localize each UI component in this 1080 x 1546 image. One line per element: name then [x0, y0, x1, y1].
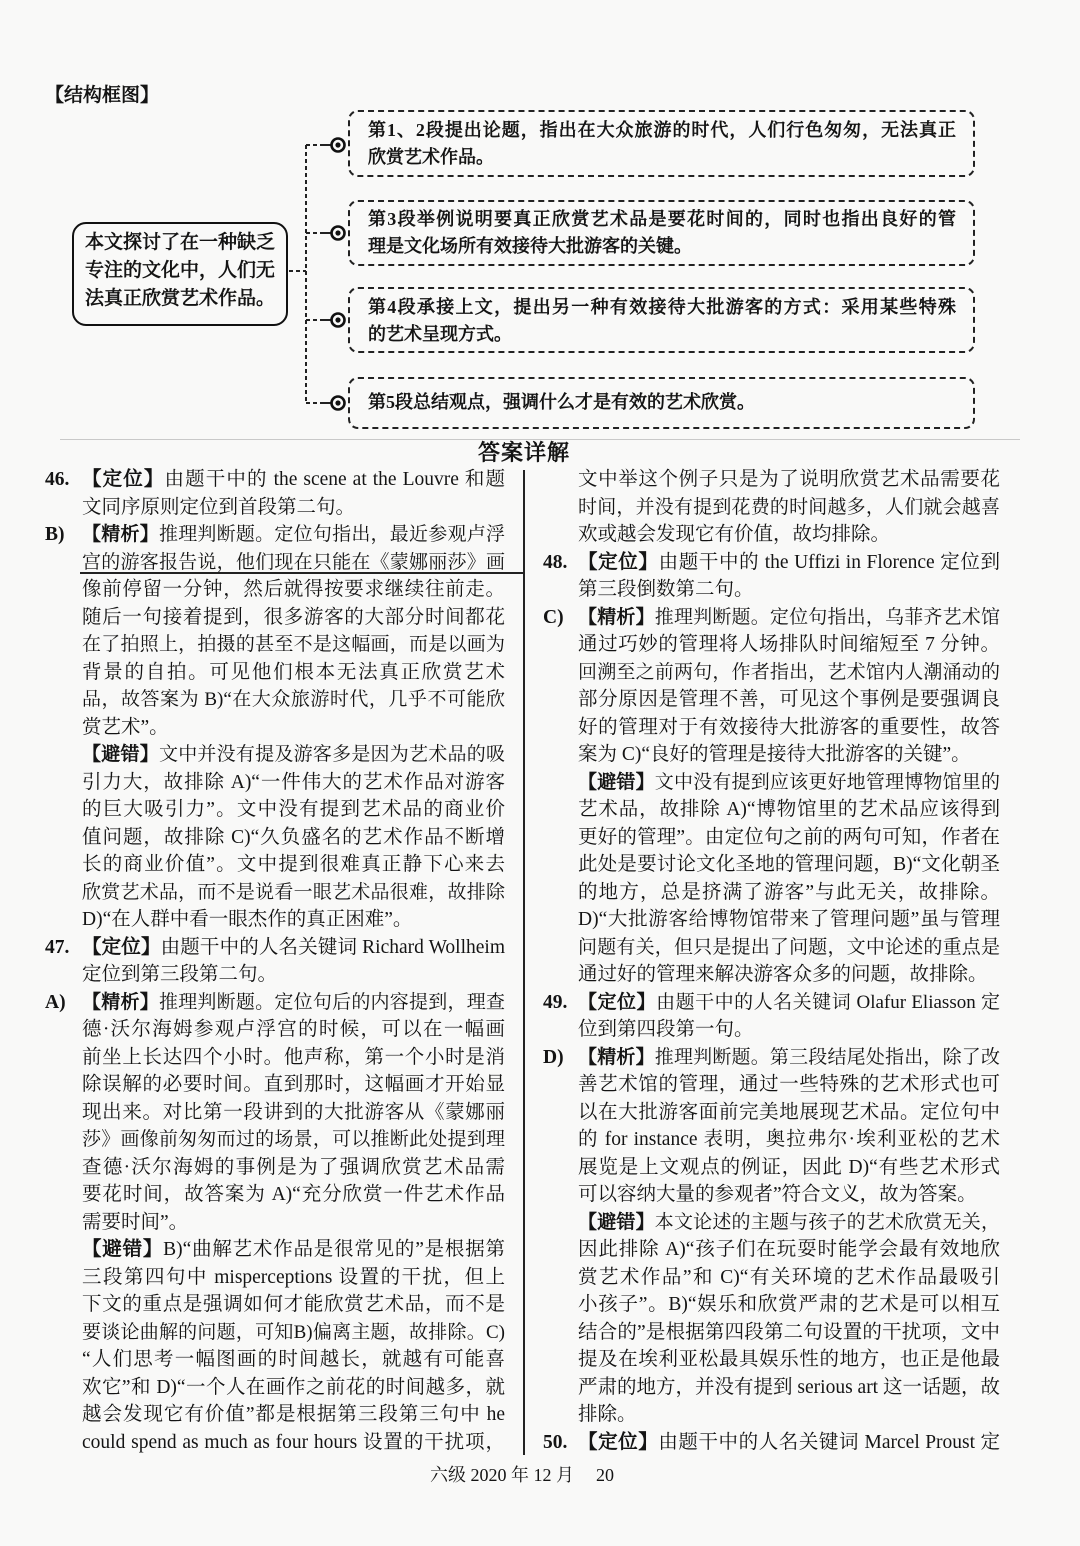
- paragraph-box-line: 的艺术呈现方式。: [368, 324, 512, 344]
- section-tag: 【精析】: [82, 991, 159, 1013]
- text-line: [45, 1016, 505, 1044]
- section-tag: 【精析】: [578, 606, 655, 628]
- line-text: 排除。: [578, 1404, 637, 1425]
- paragraph-box-line: 第3段举例说明要真正欣赏艺术品是要花时间的，同时也指出良好的管: [368, 209, 956, 229]
- line-text: 的 for instance 表明，奥拉弗尔·埃利亚松的艺术: [578, 1129, 1000, 1150]
- column-separator: [523, 470, 525, 1455]
- text-line: [45, 549, 505, 577]
- text-line: [543, 1346, 1000, 1374]
- line-text: 下文的重点是强调如何才能欣赏艺术品，而不是: [82, 1294, 505, 1315]
- line-text: 艺术品，故排除 A)“博物馆里的艺术品应该得到: [578, 799, 1000, 820]
- branch-node-dot: [335, 230, 340, 235]
- text-line: [45, 1429, 505, 1457]
- branch-node-dot: [335, 317, 340, 322]
- line-text: 以在大批游客面前完美地展现艺术品。定位句中: [578, 1101, 1000, 1123]
- text-line: [543, 961, 1000, 989]
- line-text: D)“在人群中看一眼杰作的真正困难”。: [82, 909, 413, 930]
- text-line: [543, 824, 1000, 852]
- text-line: [543, 1126, 1000, 1154]
- text-line: [543, 1044, 1000, 1072]
- text-line: [543, 1401, 1000, 1429]
- text-line: [45, 1401, 505, 1429]
- line-text: 要谈论曲解的问题，可知B)偏离主题，故排除。C): [82, 1321, 505, 1343]
- summary-line: 专注的文化中，人们无: [85, 260, 276, 281]
- section-tag: 【精析】: [82, 524, 159, 545]
- line-text: 【避错】文中没有提到应该更好地管理博物馆里的: [578, 771, 1000, 793]
- line-text: 需要时间”。: [82, 1211, 189, 1233]
- line-text: 结合的”是根据第四段第二句设置的干扰项，文中: [578, 1321, 1000, 1343]
- text-line: [45, 824, 505, 852]
- branch-node-dot: [335, 400, 340, 405]
- line-text: 文同序原则定位到首段第二句。: [82, 496, 356, 518]
- text-line: [45, 1099, 505, 1127]
- section-tag: 【定位】: [578, 991, 657, 1013]
- section-tag: 【定位】: [578, 551, 659, 573]
- line-text: 现出来。对比第一段讲到的大批游客从《蒙娜丽: [82, 1101, 505, 1123]
- text-line: [543, 1374, 1000, 1402]
- text-line: [543, 1291, 1000, 1319]
- text-line: [543, 1209, 1000, 1237]
- text-line: [45, 466, 505, 494]
- text-line: [45, 906, 505, 934]
- page-footer: [0, 1463, 1044, 1487]
- line-text: 【精析】推理判断题。定位句指出，最近参观卢浮: [82, 524, 505, 545]
- line-text: 欢或越会发现它有价值，故均排除。: [578, 524, 891, 545]
- text-line: [45, 1374, 505, 1402]
- item-label: 49.: [543, 991, 568, 1013]
- line-text: 通过好的管理来解决游客众多的问题，故排除。: [578, 964, 988, 985]
- text-line: [543, 851, 1000, 879]
- line-text: 文中举这个例子只是为了说明欣赏艺术品需要花: [578, 469, 1000, 490]
- line-text: 值问题，故排除 C)“久负盛名的艺术作品不断增: [82, 826, 505, 848]
- left-column: [45, 466, 505, 1456]
- line-text: D)“大批游客给博物馆带来了管理问题”虽与管理: [578, 909, 1000, 930]
- text-line: [45, 1264, 505, 1292]
- text-line: [45, 631, 505, 659]
- text-line: [45, 1346, 505, 1374]
- line-text: 定位到第三段第二句。: [82, 964, 278, 985]
- line-text: 背景的自拍。可见他们根本无法真正欣赏艺术: [82, 661, 505, 683]
- text-line: [543, 989, 1000, 1017]
- footer-exam: 六级 2020 年 12 月: [430, 1465, 574, 1485]
- line-text: 严肃的地方，并没有提到 serious art 这一话题，故: [578, 1376, 1000, 1398]
- line-text: 提及在埃利亚松最具娱乐性的地方，也正是他最: [578, 1349, 1000, 1370]
- text-line: [543, 1071, 1000, 1099]
- text-line: [45, 1319, 505, 1347]
- line-text: 的巨大吸引力”。文中没有提到艺术品的商业价: [82, 799, 505, 820]
- line-text: 查德·沃尔海姆的事例是为了强调欣赏艺术品需: [82, 1156, 505, 1178]
- line-text: 三段第四句中 misperceptions 设置的干扰，但上: [82, 1266, 505, 1288]
- page-number: 20: [596, 1465, 614, 1485]
- section-tag: 【避错】: [578, 1211, 655, 1233]
- text-line: [543, 494, 1000, 522]
- text-line: [45, 934, 505, 962]
- text-line: [45, 741, 505, 769]
- line-text: 【避错】B)“曲解艺术作品是很常见的”是根据第: [82, 1239, 505, 1260]
- text-line: [45, 796, 505, 824]
- section-tag: 【避错】: [82, 744, 159, 765]
- section-tag: 【精析】: [578, 1046, 655, 1068]
- line-text: 要花时间，故答案为 A)“充分欣赏一件艺术作品: [82, 1184, 505, 1205]
- text-line: [45, 604, 505, 632]
- text-line: [45, 494, 505, 522]
- item-label: 48.: [543, 551, 568, 573]
- line-text: 德·沃尔海姆参观卢浮宫的时候，可以在一幅画: [82, 1019, 505, 1040]
- line-text: 在了拍照上，拍摄的甚至不是这幅画，而是以画为: [82, 634, 505, 655]
- section-tag: 【定位】: [578, 1431, 659, 1453]
- text-line: [45, 1181, 505, 1209]
- text-line: [45, 576, 505, 604]
- section-tag: 【避错】: [82, 1239, 164, 1260]
- text-line: [45, 1154, 505, 1182]
- text-line: [543, 1181, 1000, 1209]
- line-text: 像前停留一分钟，然后就得按要求继续往前走。: [82, 579, 505, 600]
- line-text: 好的管理对于有效接待大批游客的重要性，故答: [578, 716, 1000, 738]
- item-label: 50.: [543, 1431, 568, 1453]
- paragraph-box-1: [348, 110, 975, 177]
- text-line: [543, 549, 1000, 577]
- line-text: 善艺术馆的管理，通过一些特殊的艺术形式也可: [578, 1074, 1000, 1095]
- summary-line: 本文探讨了在一种缺乏: [85, 232, 276, 253]
- text-line: [543, 714, 1000, 742]
- line-text: 欢它”和 D)“一个人在画作之前花的时间越多，就: [82, 1376, 505, 1398]
- text-line: [543, 1319, 1000, 1347]
- paragraph-box-line: 第1、2段提出论题，指出在大众旅游的时代，人们行色匆匆，无法真正: [368, 120, 956, 140]
- paragraph-box-line: 理是文化场所有效接待大批游客的关键。: [368, 236, 692, 256]
- paragraph-box-line: 欣赏艺术作品。: [368, 147, 494, 167]
- paragraph-box-4: [348, 377, 975, 429]
- item-label: D): [543, 1046, 564, 1068]
- line-text: 品，故答案为 B)“在大众旅游时代，几乎不可能欣: [82, 689, 505, 710]
- text-line: [45, 989, 505, 1017]
- section-title: 答案详解: [477, 440, 570, 465]
- line-text: 【定位】由题干中的人名关键词 Richard Wollheim: [82, 936, 505, 958]
- line-text: 越会发现它有价值”都是根据第三段第三句中 he: [82, 1404, 505, 1425]
- section-tag: 【定位】: [82, 469, 165, 490]
- text-line: [543, 1264, 1000, 1292]
- line-text: 的地方，总是挤满了游客”与此无关，故排除。: [578, 881, 1000, 903]
- text-line: [45, 1126, 505, 1154]
- text-line: [45, 879, 505, 907]
- diagram-heading: 【结构框图】: [45, 85, 160, 106]
- paragraph-box-line: 第4段承接上文，提出另一种有效接待大批游客的方式：采用某些特殊: [368, 297, 956, 317]
- text-line: [543, 521, 1000, 549]
- text-line: [543, 576, 1000, 604]
- line-text: 第三段倒数第二句。: [578, 579, 754, 600]
- line-text: 问题有关，但只是提出了问题，文中论述的重点是: [578, 936, 1000, 958]
- line-text: 前坐上长达四个小时。他声称，第一个小时是消: [82, 1046, 505, 1068]
- text-line: [543, 659, 1000, 687]
- line-text: 【定位】由题干中的人名关键词 Marcel Proust 定: [578, 1431, 1000, 1453]
- line-text: 【避错】本文论述的主题与孩子的艺术欣赏无关，: [578, 1211, 1000, 1233]
- line-text: 引力大，故排除 A)“一件伟大的艺术作品对游客: [82, 771, 505, 793]
- line-text: 【定位】由题干中的 the Uffizi in Florence 定位到: [578, 551, 1000, 573]
- text-line: [45, 1044, 505, 1072]
- line-text: 展览是上文观点的例证，因此 D)“有些艺术形式: [578, 1156, 1000, 1178]
- line-text: 通过巧妙的管理将人场排队时间缩短至 7 分钟。: [578, 634, 1000, 655]
- line-text: 更好的管理”。由定位句之前的两句可知，作者在: [578, 826, 1000, 848]
- right-column: [543, 466, 1000, 1456]
- line-text: could spend as much as four hours 设置的干扰项，: [82, 1431, 505, 1453]
- line-text: 欣赏艺术品，而不是说看一眼艺术品很难，故排除: [82, 881, 505, 903]
- line-text: 时间，并没有提到花费的时间越多，人们就会越喜: [578, 496, 1000, 518]
- line-text: 赏艺术作品”和 C)“有关环境的艺术作品最吸引: [578, 1266, 1000, 1288]
- line-text: 随后一句接着提到，很多游客的大部分时间都花: [82, 606, 505, 628]
- line-text: 部分原因是管理不善，可见这个事例是要强调良: [578, 689, 1000, 710]
- text-line: [45, 714, 505, 742]
- item-label: A): [45, 991, 66, 1013]
- text-line: [45, 1236, 505, 1264]
- line-text: 因此排除 A)“孩子们在玩耍时能学会最有效地欣: [578, 1239, 1000, 1260]
- text-line: [45, 851, 505, 879]
- section-tag: 【定位】: [82, 936, 161, 958]
- line-text: 除误解的必要时间。直到那时，这幅画才开始显: [82, 1074, 505, 1095]
- item-label: 46.: [45, 469, 70, 490]
- line-text: 【定位】由题干中的 the scene at the Louvre 和题: [82, 469, 505, 490]
- text-line: [45, 659, 505, 687]
- text-line: [45, 769, 505, 797]
- text-line: [543, 741, 1000, 769]
- line-text: 【精析】推理判断题。第三段结尾处指出，除了改: [578, 1046, 1000, 1068]
- text-line: [45, 1209, 505, 1237]
- text-line: [543, 879, 1000, 907]
- text-line: [45, 1291, 505, 1319]
- item-label: 47.: [45, 936, 70, 958]
- line-text: 莎》画像前匆匆而过的场景，可以推断此处提到理: [82, 1129, 505, 1150]
- paragraph-box-line: 第5段总结观点，强调什么才是有效的艺术欣赏。: [368, 392, 755, 412]
- line-text: 【避错】文中并没有提及游客多是因为艺术品的吸: [82, 744, 505, 765]
- line-text: 案为 C)“良好的管理是接待大批游客的关键”。: [578, 744, 971, 765]
- summary-line: 法真正欣赏艺术作品。: [85, 288, 276, 309]
- line-text: 小孩子”。B)“娱乐和欣赏严肃的艺术是可以相互: [578, 1294, 1000, 1315]
- line-text: 回溯至之前两句，作者指出，艺术馆内人潮涌动的: [578, 661, 1000, 683]
- line-text: 【定位】由题干中的人名关键词 Olafur Eliasson 定: [578, 991, 1000, 1013]
- text-line: [543, 769, 1000, 797]
- line-text: 赏艺术”。: [82, 716, 169, 738]
- item-label: B): [45, 524, 65, 545]
- line-text: 【精析】推理判断题。定位句后的内容提到，理查: [82, 991, 505, 1013]
- text-line: [543, 466, 1000, 494]
- text-line: [45, 961, 505, 989]
- line-text: 长的商业价值”。文中提到很难真正静下心来去: [82, 854, 505, 875]
- text-line: [543, 796, 1000, 824]
- text-line: [45, 1071, 505, 1099]
- line-text: 位到第四段第一句。: [578, 1019, 754, 1040]
- text-line: [543, 1016, 1000, 1044]
- paragraph-box-2: [348, 200, 975, 266]
- text-line: [543, 906, 1000, 934]
- item-label: C): [543, 606, 564, 628]
- text-line: [543, 686, 1000, 714]
- text-line: [543, 1099, 1000, 1127]
- line-text: “人们思考一幅图画的时间越长，就越有可能喜: [82, 1349, 505, 1370]
- section-tag: 【避错】: [578, 771, 655, 793]
- text-line: [543, 631, 1000, 659]
- text-line: [543, 1154, 1000, 1182]
- paragraph-box-3: [348, 287, 975, 353]
- text-line: [45, 686, 505, 714]
- line-text: 【精析】推理判断题。定位句指出，乌菲齐艺术馆: [578, 606, 1000, 628]
- text-line: [543, 1429, 1000, 1457]
- line-text: 可以容纳大量的参观者”符合文义，故为答案。: [578, 1184, 977, 1205]
- text-line: [543, 604, 1000, 632]
- text-line: [543, 1236, 1000, 1264]
- line-text: 此处是要讨论文化圣地的管理问题，B)“文化朝圣: [578, 854, 1000, 875]
- text-line: [45, 521, 505, 549]
- branch-node-dot: [335, 142, 340, 147]
- text-line: [543, 934, 1000, 962]
- line-text: 宫的游客报告说，他们现在只能在《蒙娜丽莎》画: [82, 551, 505, 573]
